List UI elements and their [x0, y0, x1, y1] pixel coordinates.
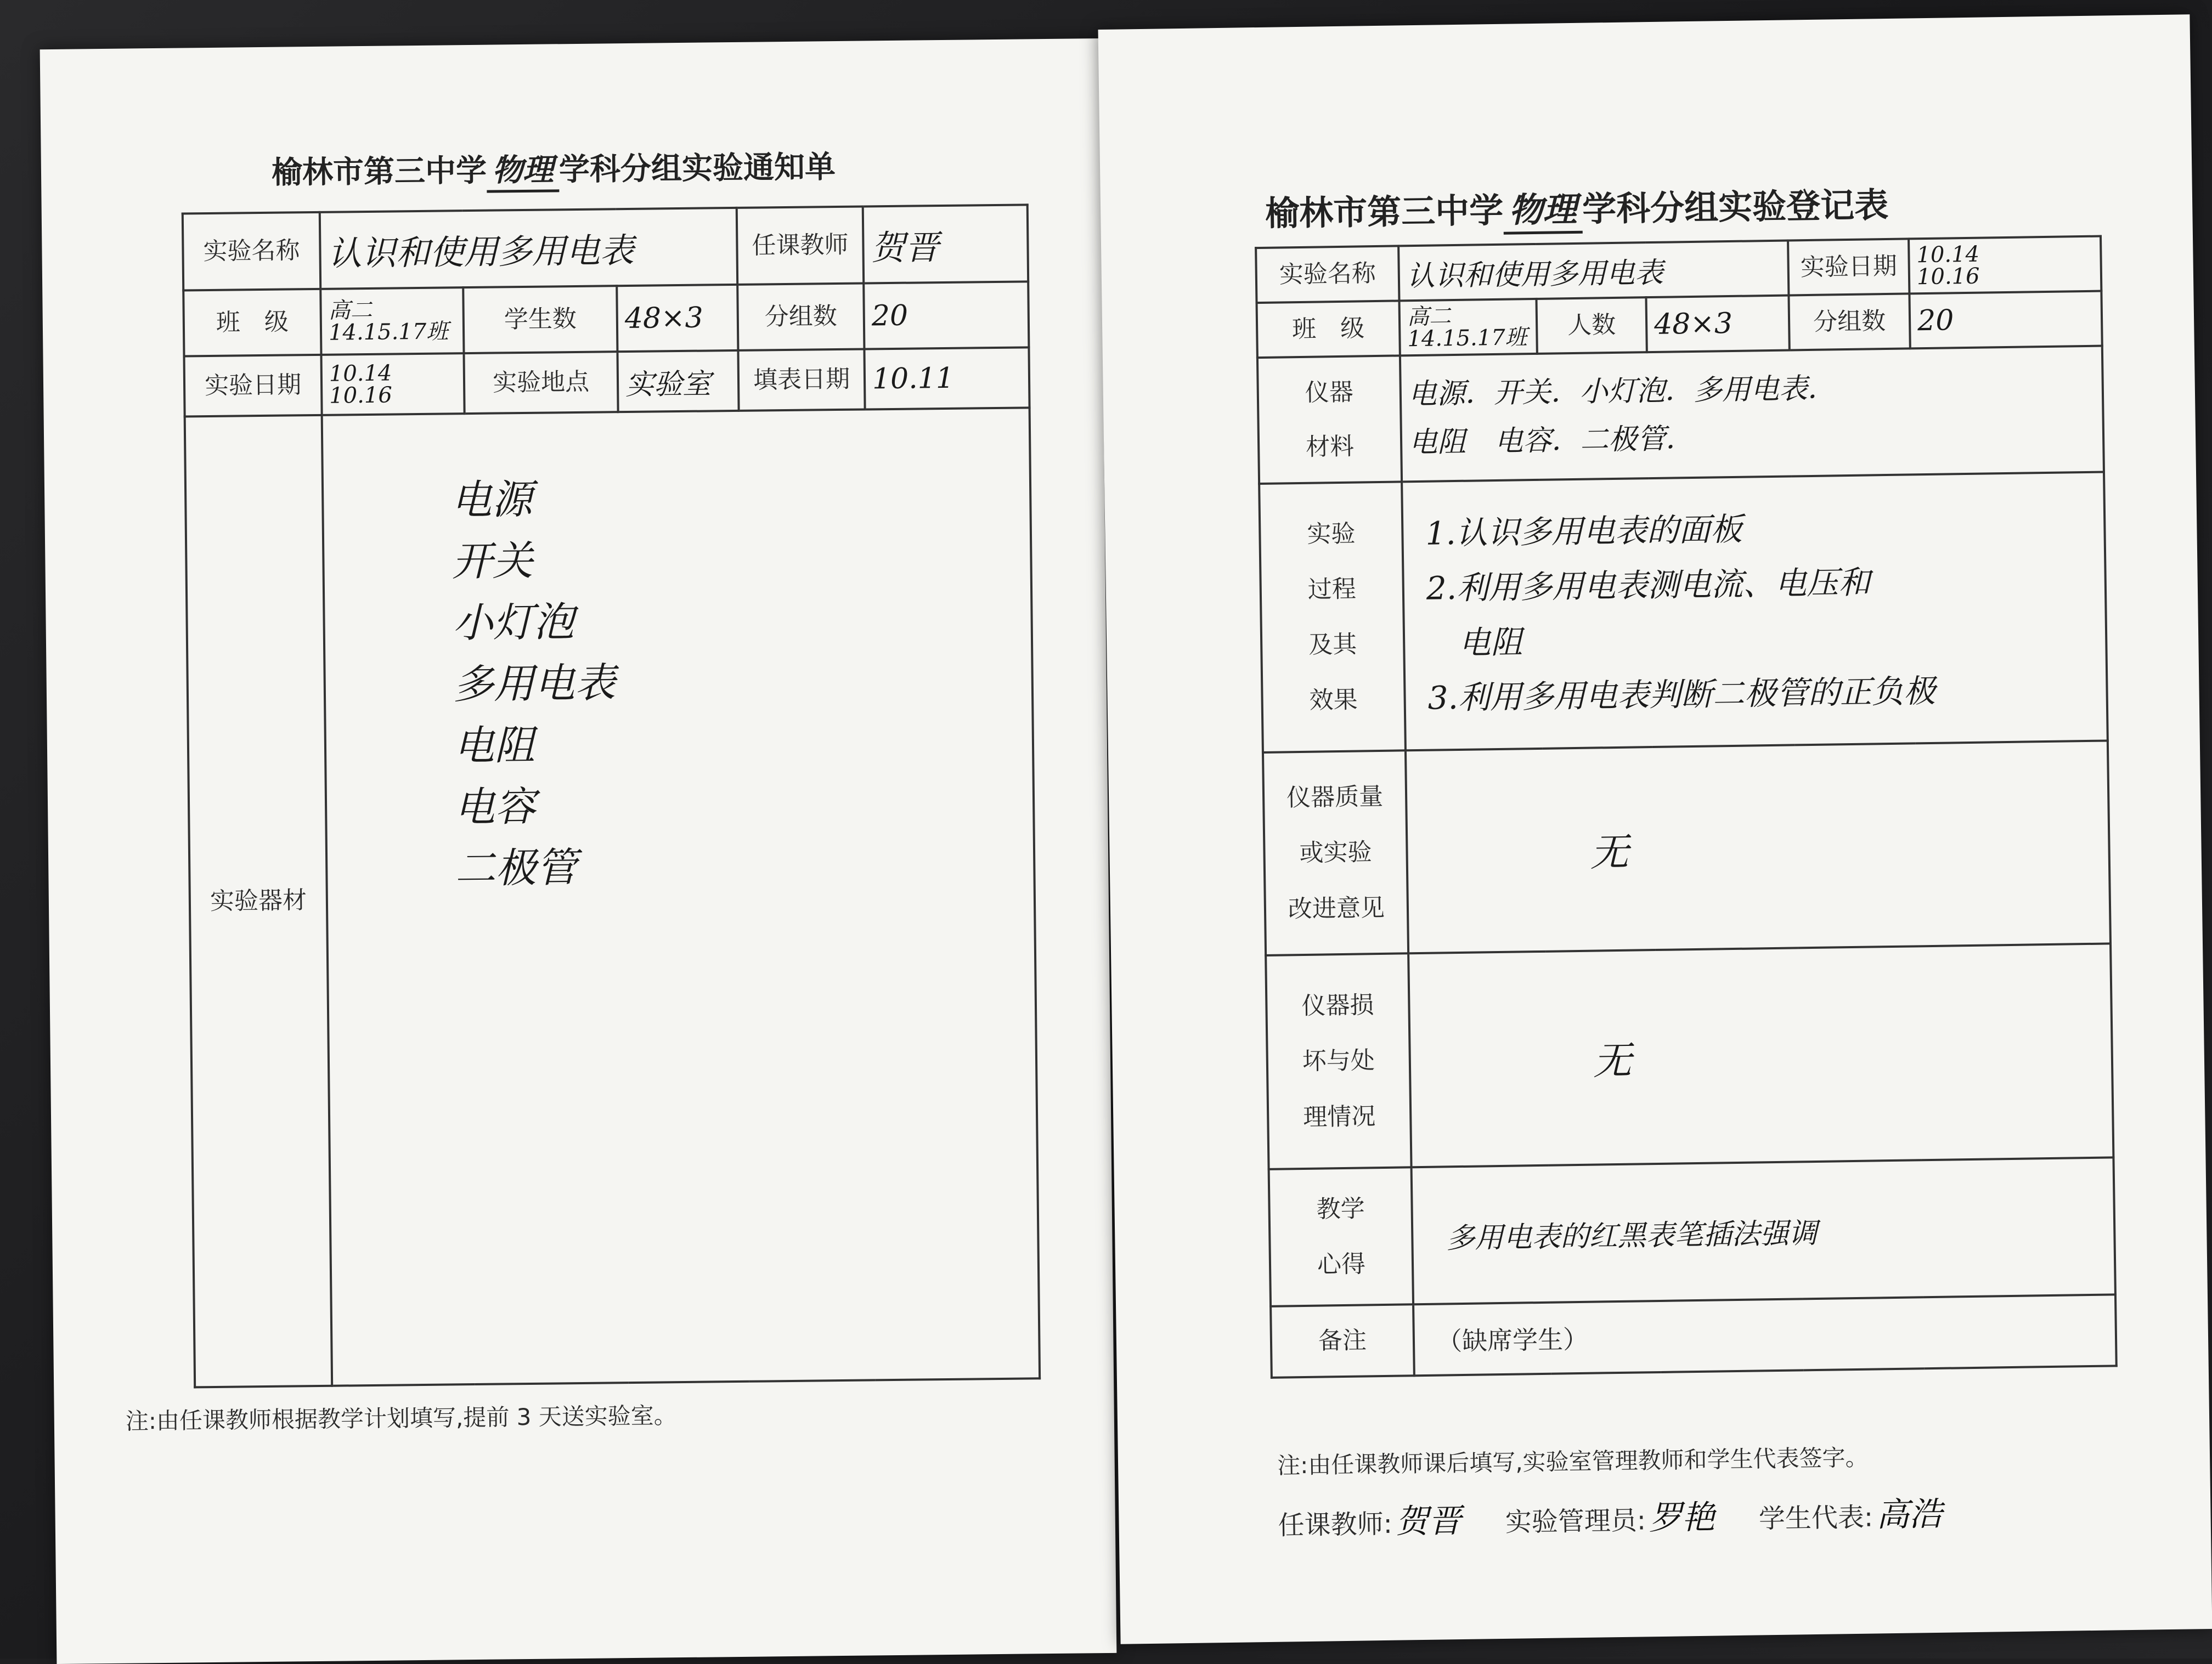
signature-manager-label: 实验管理员:: [1505, 1505, 1646, 1538]
reg-label-quality-line3: 改进意见: [1288, 893, 1385, 923]
reg-damage-text: 无: [1593, 1038, 1632, 1084]
signature-row: [1278, 1488, 1943, 1544]
equipment-item: 小灯泡: [452, 598, 575, 647]
value-experiment-name: 认识和使用多用电表: [320, 208, 737, 289]
register-table: [1255, 235, 2118, 1379]
reg-materials-line2: 电阻 电容．二极管．: [1408, 422, 1695, 460]
label-date: 实验日期: [184, 355, 322, 417]
reg-label-teaching-line2: 心得: [1317, 1250, 1366, 1279]
reg-value-date-line2: 10.16: [1916, 263, 1980, 290]
value-class-line1: 高二: [328, 297, 373, 324]
register-footnote: 注:由任课教师课后填写,实验室管理教师和学生代表签字。: [1277, 1444, 1869, 1479]
reg-value-class-line2: 14.15.17班: [1407, 325, 1527, 352]
reg-label-damage: [1266, 953, 1411, 1169]
label-teacher: 任课教师: [737, 207, 864, 285]
equipment-item: 电阻: [453, 721, 535, 770]
reg-process-list: [1425, 497, 2100, 726]
label-fill-date: 填表日期: [738, 349, 865, 410]
reg-label-teaching-line1: 教学: [1316, 1195, 1365, 1224]
reg-label-remarks: 备注: [1271, 1304, 1414, 1378]
reg-label-quality-line1: 仪器质量: [1286, 783, 1384, 812]
notice-sheet: [40, 38, 1117, 1664]
label-groups: 分组数: [737, 283, 864, 350]
register-sheet: [1098, 14, 2212, 1644]
process-step: 3.利用多用电表判断二极管的正负极: [1427, 672, 1936, 717]
reg-process-cell: [1402, 472, 2108, 751]
reg-label-groups: 分组数: [1788, 293, 1910, 350]
notice-footnote: 注:由任课教师根据教学计划填写,提前 3 天送实验室。: [125, 1402, 677, 1435]
value-class-line2: 14.15.17班: [328, 319, 449, 346]
reg-label-experiment-name: 实验名称: [1256, 246, 1399, 303]
reg-value-teaching: 多用电表的红黑表笔插法强调: [1412, 1157, 2115, 1304]
reg-label-process-line4: 效果: [1309, 686, 1358, 715]
label-location: 实验地点: [464, 352, 618, 414]
reg-label-process: [1259, 482, 1406, 752]
reg-label-damage-line3: 理情况: [1302, 1102, 1376, 1131]
reg-label-quality: [1263, 750, 1408, 955]
register-title-prefix: 榆林市第三中学: [1265, 190, 1504, 234]
signature-teacher-label: 任课教师:: [1278, 1508, 1393, 1541]
equipment-item: 二极管: [454, 844, 577, 893]
equipment-item: 开关: [452, 537, 533, 586]
value-groups: 20: [864, 281, 1029, 349]
notice-table: [182, 203, 1041, 1388]
value-fill-date: 10.11: [864, 347, 1029, 409]
reg-value-date-line1: 10.14: [1916, 241, 1980, 268]
reg-label-instruments-line2: 材料: [1305, 432, 1355, 461]
signature-student-name: 高浩: [1876, 1495, 1943, 1535]
reg-label-teaching: [1269, 1167, 1413, 1306]
reg-label-damage-line2: 坏与处: [1302, 1046, 1375, 1076]
reg-label-damage-line1: 仪器损: [1301, 991, 1374, 1021]
value-date-line2: 10.16: [329, 382, 393, 409]
label-class: 班 级: [183, 289, 321, 356]
label-equipment: 实验器材: [185, 415, 332, 1388]
register-title-suffix: 学科分组实验登记表: [1582, 184, 1889, 229]
equipment-cell: [322, 407, 1040, 1385]
reg-value-date: [1909, 236, 2101, 294]
reg-value-experiment-name: 认识和使用多用电表: [1398, 241, 1788, 301]
notice-title-subject: 物理: [487, 145, 560, 193]
register-title: [1265, 178, 1889, 238]
reg-value-class-line1: 高二: [1407, 304, 1452, 330]
signature-manager: [1505, 1491, 1715, 1541]
value-date-line1: 10.14: [329, 360, 392, 387]
signature-teacher-name: 贺晋: [1395, 1502, 1462, 1541]
reg-label-process-line2: 过程: [1307, 575, 1357, 604]
value-date: [321, 353, 464, 415]
label-students: 学生数: [463, 286, 617, 353]
reg-label-people: 人数: [1536, 297, 1646, 354]
equipment-item: 多用电表: [453, 659, 616, 709]
reg-quality-text: 无: [1590, 829, 1629, 875]
value-teacher: 贺晋: [863, 205, 1028, 283]
reg-value-people: 48×3: [1646, 296, 1789, 353]
reg-label-quality-line2: 或实验: [1299, 838, 1372, 868]
notice-title-suffix: 学科分组实验通知单: [558, 149, 836, 188]
signature-student-label: 学生代表:: [1758, 1502, 1874, 1535]
reg-materials-line1: 电源．开关．小灯泡．多用电表．: [1408, 371, 1837, 411]
notice-title-prefix: 榆林市第三中学: [271, 152, 487, 191]
label-experiment-name: 实验名称: [183, 212, 320, 291]
reg-label-date: 实验日期: [1788, 239, 1909, 295]
equipment-item: 电容: [454, 783, 536, 831]
signature-student: [1758, 1488, 1942, 1538]
reg-label-process-line1: 实验: [1307, 519, 1356, 548]
register-title-subject: 物理: [1503, 182, 1583, 235]
reg-label-instruments-line1: 仪器: [1305, 378, 1354, 407]
reg-label-process-line3: 及其: [1308, 630, 1357, 659]
signature-manager-name: 罗艳: [1649, 1498, 1716, 1538]
equipment-item: 电源: [450, 476, 533, 524]
reg-label-instruments: [1257, 355, 1402, 484]
reg-value-quality: [1406, 740, 2111, 953]
process-step: 电阻: [1426, 623, 1523, 662]
signature-teacher: [1278, 1495, 1462, 1544]
process-step: 1.认识多用电表的面板: [1425, 510, 1743, 552]
notice-title: [272, 143, 836, 195]
process-step: 2.利用多用电表测电流、电压和: [1426, 563, 1871, 607]
reg-value-damage: [1408, 943, 2113, 1167]
value-students: 48×3: [617, 285, 738, 352]
reg-label-class: 班 级: [1257, 301, 1400, 358]
reg-value-materials: [1400, 346, 2104, 482]
equipment-list: [330, 463, 1027, 901]
value-location: 实验室: [617, 350, 738, 412]
reg-value-groups: 20: [1909, 291, 2102, 349]
reg-value-class: [1400, 299, 1537, 355]
value-class: [320, 287, 464, 355]
reg-value-remarks: （缺席学生）: [1413, 1294, 2117, 1376]
